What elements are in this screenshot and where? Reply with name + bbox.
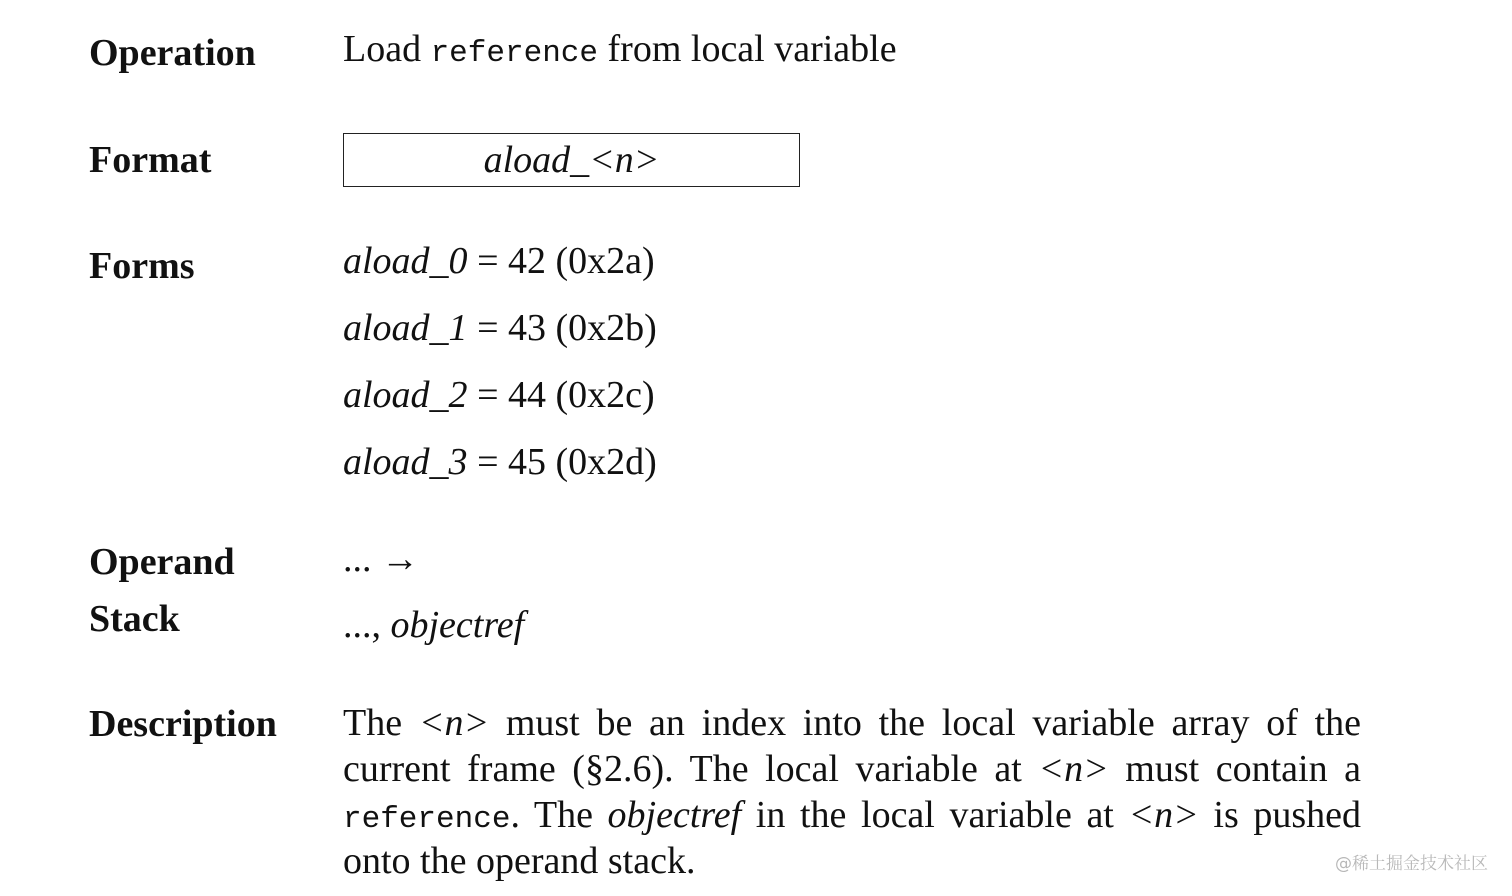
forms-item-value: = 42 (0x2a) (477, 240, 655, 282)
forms-item (343, 242, 655, 280)
forms-item-value: = 43 (0x2b) (477, 307, 657, 349)
forms-label: Forms (89, 245, 195, 287)
description-line: current frame (§2.6). The local variable at <n> must contain a (343, 748, 1361, 790)
forms-item-name: aload_2 (343, 374, 468, 416)
forms-item-name: aload_0 (343, 240, 468, 282)
operand-stack-label-line1: Operand (89, 541, 235, 583)
operand-stack-before: ... → (343, 538, 419, 580)
watermark: @稀土掘金技术社区 (1335, 854, 1488, 874)
description-code-reference: reference (343, 802, 511, 837)
operand-stack-objectref: objectref (390, 604, 525, 646)
operand-stack-after-prefix: ..., (343, 604, 391, 646)
operation-text (343, 30, 897, 69)
description-line: The <n> must be an index into the local variable array of the (343, 702, 1362, 744)
operation-label: Operation (89, 32, 256, 74)
forms-item-value: = 44 (0x2c) (477, 374, 655, 416)
format-box (343, 133, 800, 187)
forms-item (343, 309, 657, 347)
format-label: Format (89, 139, 212, 181)
forms-item-name: aload_3 (343, 441, 468, 483)
operand-stack-label-line2: Stack (89, 598, 180, 640)
format-box-text: aload_<n> (483, 139, 660, 181)
forms-item (343, 443, 657, 481)
description-line: onto the operand stack. (343, 840, 696, 882)
operation-text-pre: Load (343, 28, 431, 70)
forms-item-value: = 45 (0x2d) (477, 441, 657, 483)
description-text (343, 700, 1361, 884)
description-label: Description (89, 703, 277, 745)
forms-item-name: aload_1 (343, 307, 468, 349)
operation-text-post: from local variable (598, 28, 897, 70)
forms-item (343, 376, 655, 414)
operand-stack-after (343, 606, 524, 644)
operation-code-reference: reference (430, 36, 599, 71)
description-line: reference. The objectref in the local variable at <n> is pushed (343, 794, 1361, 837)
